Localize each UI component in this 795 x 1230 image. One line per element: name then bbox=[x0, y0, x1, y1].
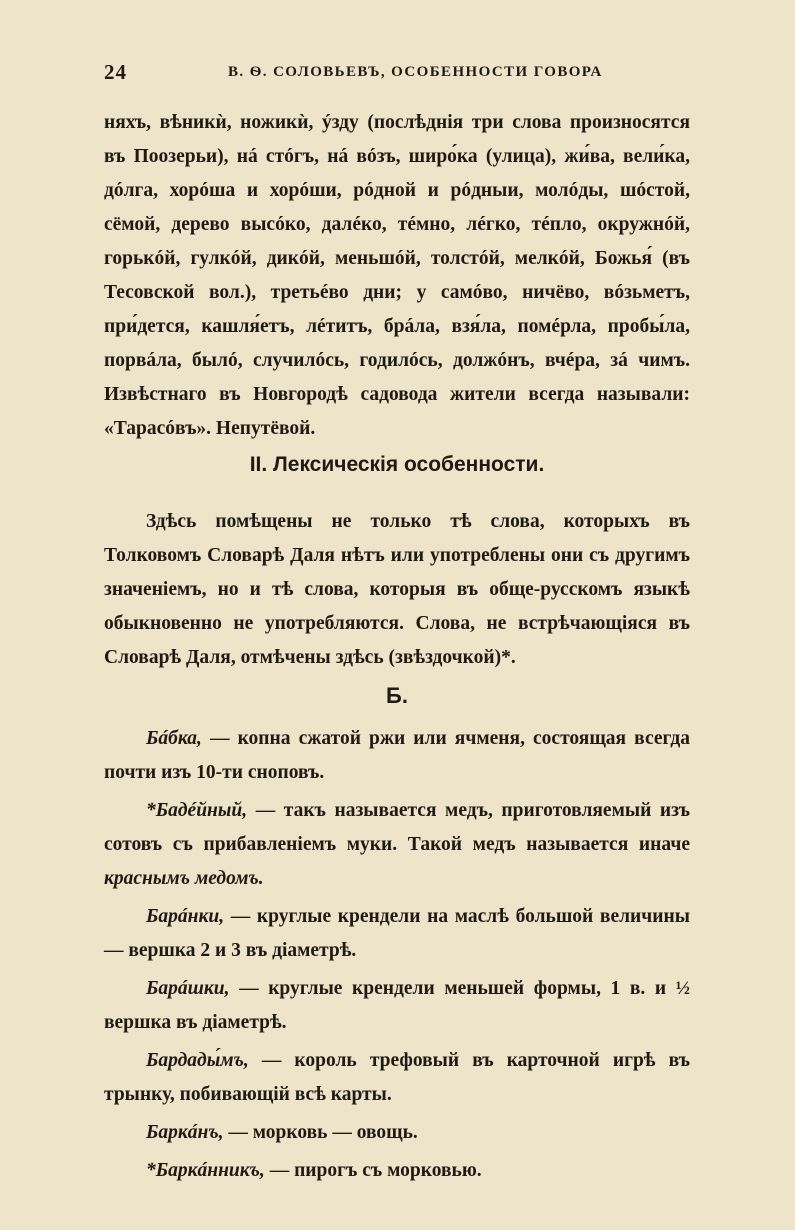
entry-definition: — круглые крендели меньшей формы, 1 в. и bbox=[229, 978, 676, 999]
dictionary-entry bbox=[104, 1116, 690, 1150]
page-header bbox=[104, 60, 690, 90]
dictionary-entry bbox=[104, 972, 690, 1040]
entry-definition: — копна сжатой ржи или ячменя, состоящая всегда почти изъ 10-ти сноповъ. bbox=[104, 728, 690, 783]
entry-headword: Бардады́мъ, bbox=[146, 1050, 249, 1071]
section-paragraph: Здѣсь помѣщены не только тѣ слова, которыхъ въ Толковомъ Словарѣ Даля нѣтъ или употреблены они съ другимъ значеніемъ, но и тѣ слова, которыя въ обще-русскомъ языкѣ обыкновенно не употребляются. Слова, не встрѣчающіяся въ Словарѣ Даля, отмѣчены здѣсь (звѣздочкой)*. bbox=[104, 511, 690, 668]
entry-headword: Бáбка, bbox=[146, 728, 202, 749]
entry-headword: Барáнки, bbox=[146, 906, 225, 927]
entry-definition: — круглые крендели на маслѣ большой величины— вершка 2 и 3 въ діаметрѣ. bbox=[104, 906, 690, 961]
entry-definition: — король трефовый въ карточной игрѣ въ трынку, побивающій всѣ карты. bbox=[104, 1050, 690, 1105]
entry-definition: — такъ называется медъ, приготовляемый изъ сотовъ съ прибавленіемъ муки. Такой медъ называется иначе bbox=[104, 800, 690, 855]
dictionary-entry bbox=[104, 1044, 690, 1112]
dictionary-entry bbox=[104, 1154, 690, 1188]
letter-heading: Б. bbox=[386, 683, 408, 708]
entry-fraction: ½ bbox=[675, 978, 690, 999]
entry-headword: *Баркáнникъ, bbox=[146, 1160, 265, 1181]
intro-paragraph: няхъ, вѣникѝ, ножикѝ, ýзду (послѣднія три слова произносятся въ Поозерьи), нá стóгъ, нá вóзъ, широ́ка (улица), жи́ва, вели́ка, дóлга, хорóша и хорóши, рóдной и рóдныи, молóды, шóстой, сёмой, дерево высóко, далéко, тéмно, лéгко, тéпло, окружнóй, горькóй, гулкóй, дикóй, меньшóй, толстóй, мелкóй, Божья́ (въ Тесовской вол.), третьéво дни; у самóво, ничёво, вóзьметъ, при́дется, кашля́етъ, лéтитъ, брáла, взя́ла, помéрла, пробы́ла, порвáла, былó, случилóсь, годилóсь, должóнъ, вчéра, зá чимъ. Извѣстнаго въ Новгородѣ садовода жители всегда называли: «Тарасóвъ». Непутёвой. bbox=[104, 112, 690, 439]
entry-definition: — морковь — овощь. bbox=[223, 1122, 418, 1143]
entry-tail: краснымъ медомъ. bbox=[104, 868, 264, 889]
entry-definition: — пирогъ съ морковью. bbox=[264, 1160, 482, 1181]
entry-definition-end: вершка въ діаметрѣ. bbox=[104, 1012, 287, 1033]
running-head: В. Ѳ. СОЛОВЬЕВЪ, ОСОБЕННОСТИ ГОВОРА bbox=[228, 64, 603, 80]
dictionary-entry bbox=[104, 900, 690, 968]
dictionary-entries bbox=[104, 722, 690, 1192]
entry-headword: Барáшки, bbox=[146, 978, 230, 999]
entry-headword: Баркáнъ, bbox=[146, 1122, 224, 1143]
section-heading: II. Лексическія особенности. bbox=[249, 453, 545, 476]
dictionary-entry bbox=[104, 722, 690, 790]
dictionary-entry bbox=[104, 794, 690, 896]
entry-headword: *Бадéйный, bbox=[146, 800, 248, 821]
page-number: 24 bbox=[104, 60, 127, 84]
